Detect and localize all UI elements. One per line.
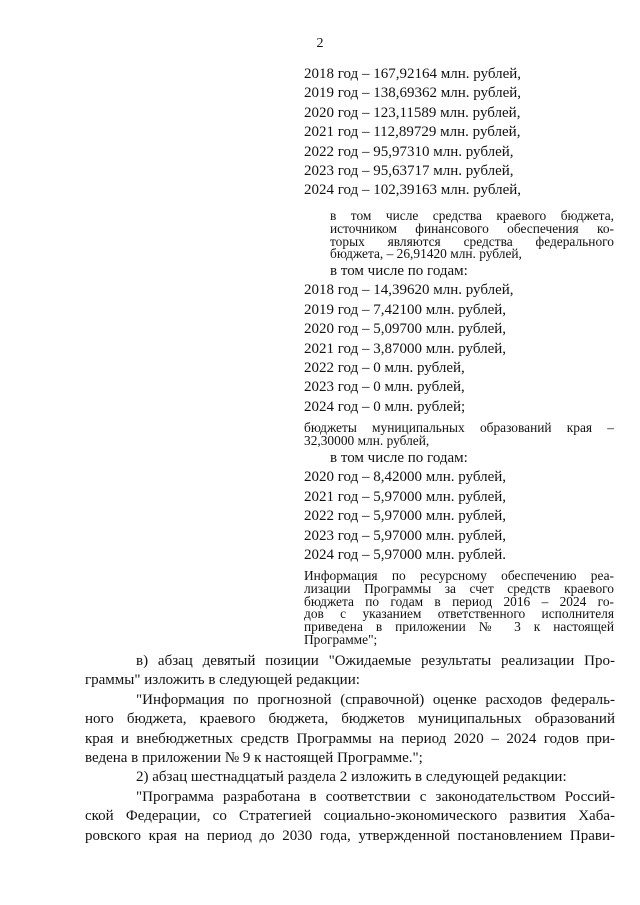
paragraph-line: "Программа разработана в соответствии с законодательством Россий-	[136, 788, 615, 805]
note-line: источником финансового обеспечения ко-	[330, 220, 614, 236]
funding-line: 2023 год – 95,63717 млн. рублей,	[304, 162, 514, 179]
funding-line: 2023 год – 0 млн. рублей,	[304, 379, 465, 396]
note-line: Программе";	[304, 631, 378, 647]
body-text	[85, 652, 615, 846]
funding-line: 2020 год – 5,09700 млн. рублей,	[304, 321, 507, 338]
note-line: Информация по ресурсному обеспечению реа-	[304, 568, 614, 583]
funding-line: 2020 год – 8,42000 млн. рублей,	[304, 469, 507, 486]
funding-line: 2022 год – 0 млн. рублей,	[304, 359, 465, 376]
by-years-label: в том числе по годам:	[330, 263, 468, 279]
funding-list-municipal	[304, 449, 614, 565]
paragraph-line: ведена в приложении № 9 к настоящей Программе.";	[85, 749, 423, 766]
funding-line: 2019 год – 7,42100 млн. рублей,	[304, 301, 507, 318]
funding-line: 2022 год – 5,97000 млн. рублей,	[304, 508, 507, 525]
paragraph-line: ного бюджета, краевого бюджета, бюджетов муниципальных образований	[85, 711, 615, 728]
paragraph-line: ровского края на период до 2030 года, утвержденной постановлением Прави-	[85, 827, 615, 844]
funding-line: 2021 год – 5,97000 млн. рублей,	[304, 488, 507, 505]
paragraph-line: в) абзац девятый позиции "Ожидаемые результаты реализации Про-	[136, 653, 615, 669]
funding-line: 2024 год – 0 млн. рублей;	[304, 398, 466, 415]
funding-list-total	[304, 65, 614, 201]
info-note	[304, 570, 614, 647]
note-line: приведена в приложении № 3 к настоящей	[304, 619, 614, 635]
by-years-label: в том числе по годам:	[330, 450, 468, 466]
funding-list-regional	[304, 262, 614, 417]
funding-line: 2018 год – 167,92164 млн. рублей,	[304, 66, 522, 82]
note-line: лизации Программы за счет средств краевого	[304, 580, 614, 596]
funding-line: 2024 год – 102,39163 млн. рублей,	[304, 182, 522, 199]
page-number: 2	[316, 36, 324, 51]
paragraph-line: края и внебюджетных средств Программы на период 2020 – 2024 годов при-	[85, 730, 615, 747]
paragraph-line: "Информация по прогнозной (справочной) оценке расходов федераль-	[136, 691, 615, 708]
funding-line: 2019 год – 138,69362 млн. рублей,	[304, 85, 522, 102]
funding-line: 2021 год – 3,87000 млн. рублей,	[304, 340, 507, 357]
funding-line: 2022 год – 95,97310 млн. рублей,	[304, 143, 514, 160]
federal-note	[330, 210, 614, 261]
funding-line: 2023 год – 5,97000 млн. рублей,	[304, 527, 507, 544]
funding-line: 2020 год – 123,11589 млн. рублей,	[304, 104, 521, 121]
note-line: торых являются средства федерального	[330, 233, 614, 249]
funding-line: 2021 год – 112,89729 млн. рублей,	[304, 124, 521, 141]
funding-line: 2024 год – 5,97000 млн. рублей.	[304, 546, 507, 563]
municipal-note	[304, 422, 614, 448]
note-line: бюджета по годам в период 2016 – 2024 го-	[304, 593, 614, 609]
note-line: дов с указанием ответственного исполнителя	[304, 606, 614, 622]
paragraph-line: 2) абзац шестнадцатый раздела 2 изложить в следующей редакции:	[136, 769, 567, 786]
paragraph-line: ской Федерации, со Стратегией социально-экономического развития Хаба-	[85, 808, 615, 825]
note-line: бюджеты муниципальных образований края –	[304, 420, 614, 435]
paragraph-line: граммы" изложить в следующей редакции:	[85, 672, 360, 689]
funding-line: 2018 год – 14,39620 млн. рублей,	[304, 282, 514, 299]
note-line: 32,30000 млн. рублей,	[304, 432, 430, 448]
note-line: бюджета, – 26,91420 млн. рублей,	[330, 246, 522, 262]
note-line: в том числе средства краевого бюджета,	[330, 208, 614, 223]
